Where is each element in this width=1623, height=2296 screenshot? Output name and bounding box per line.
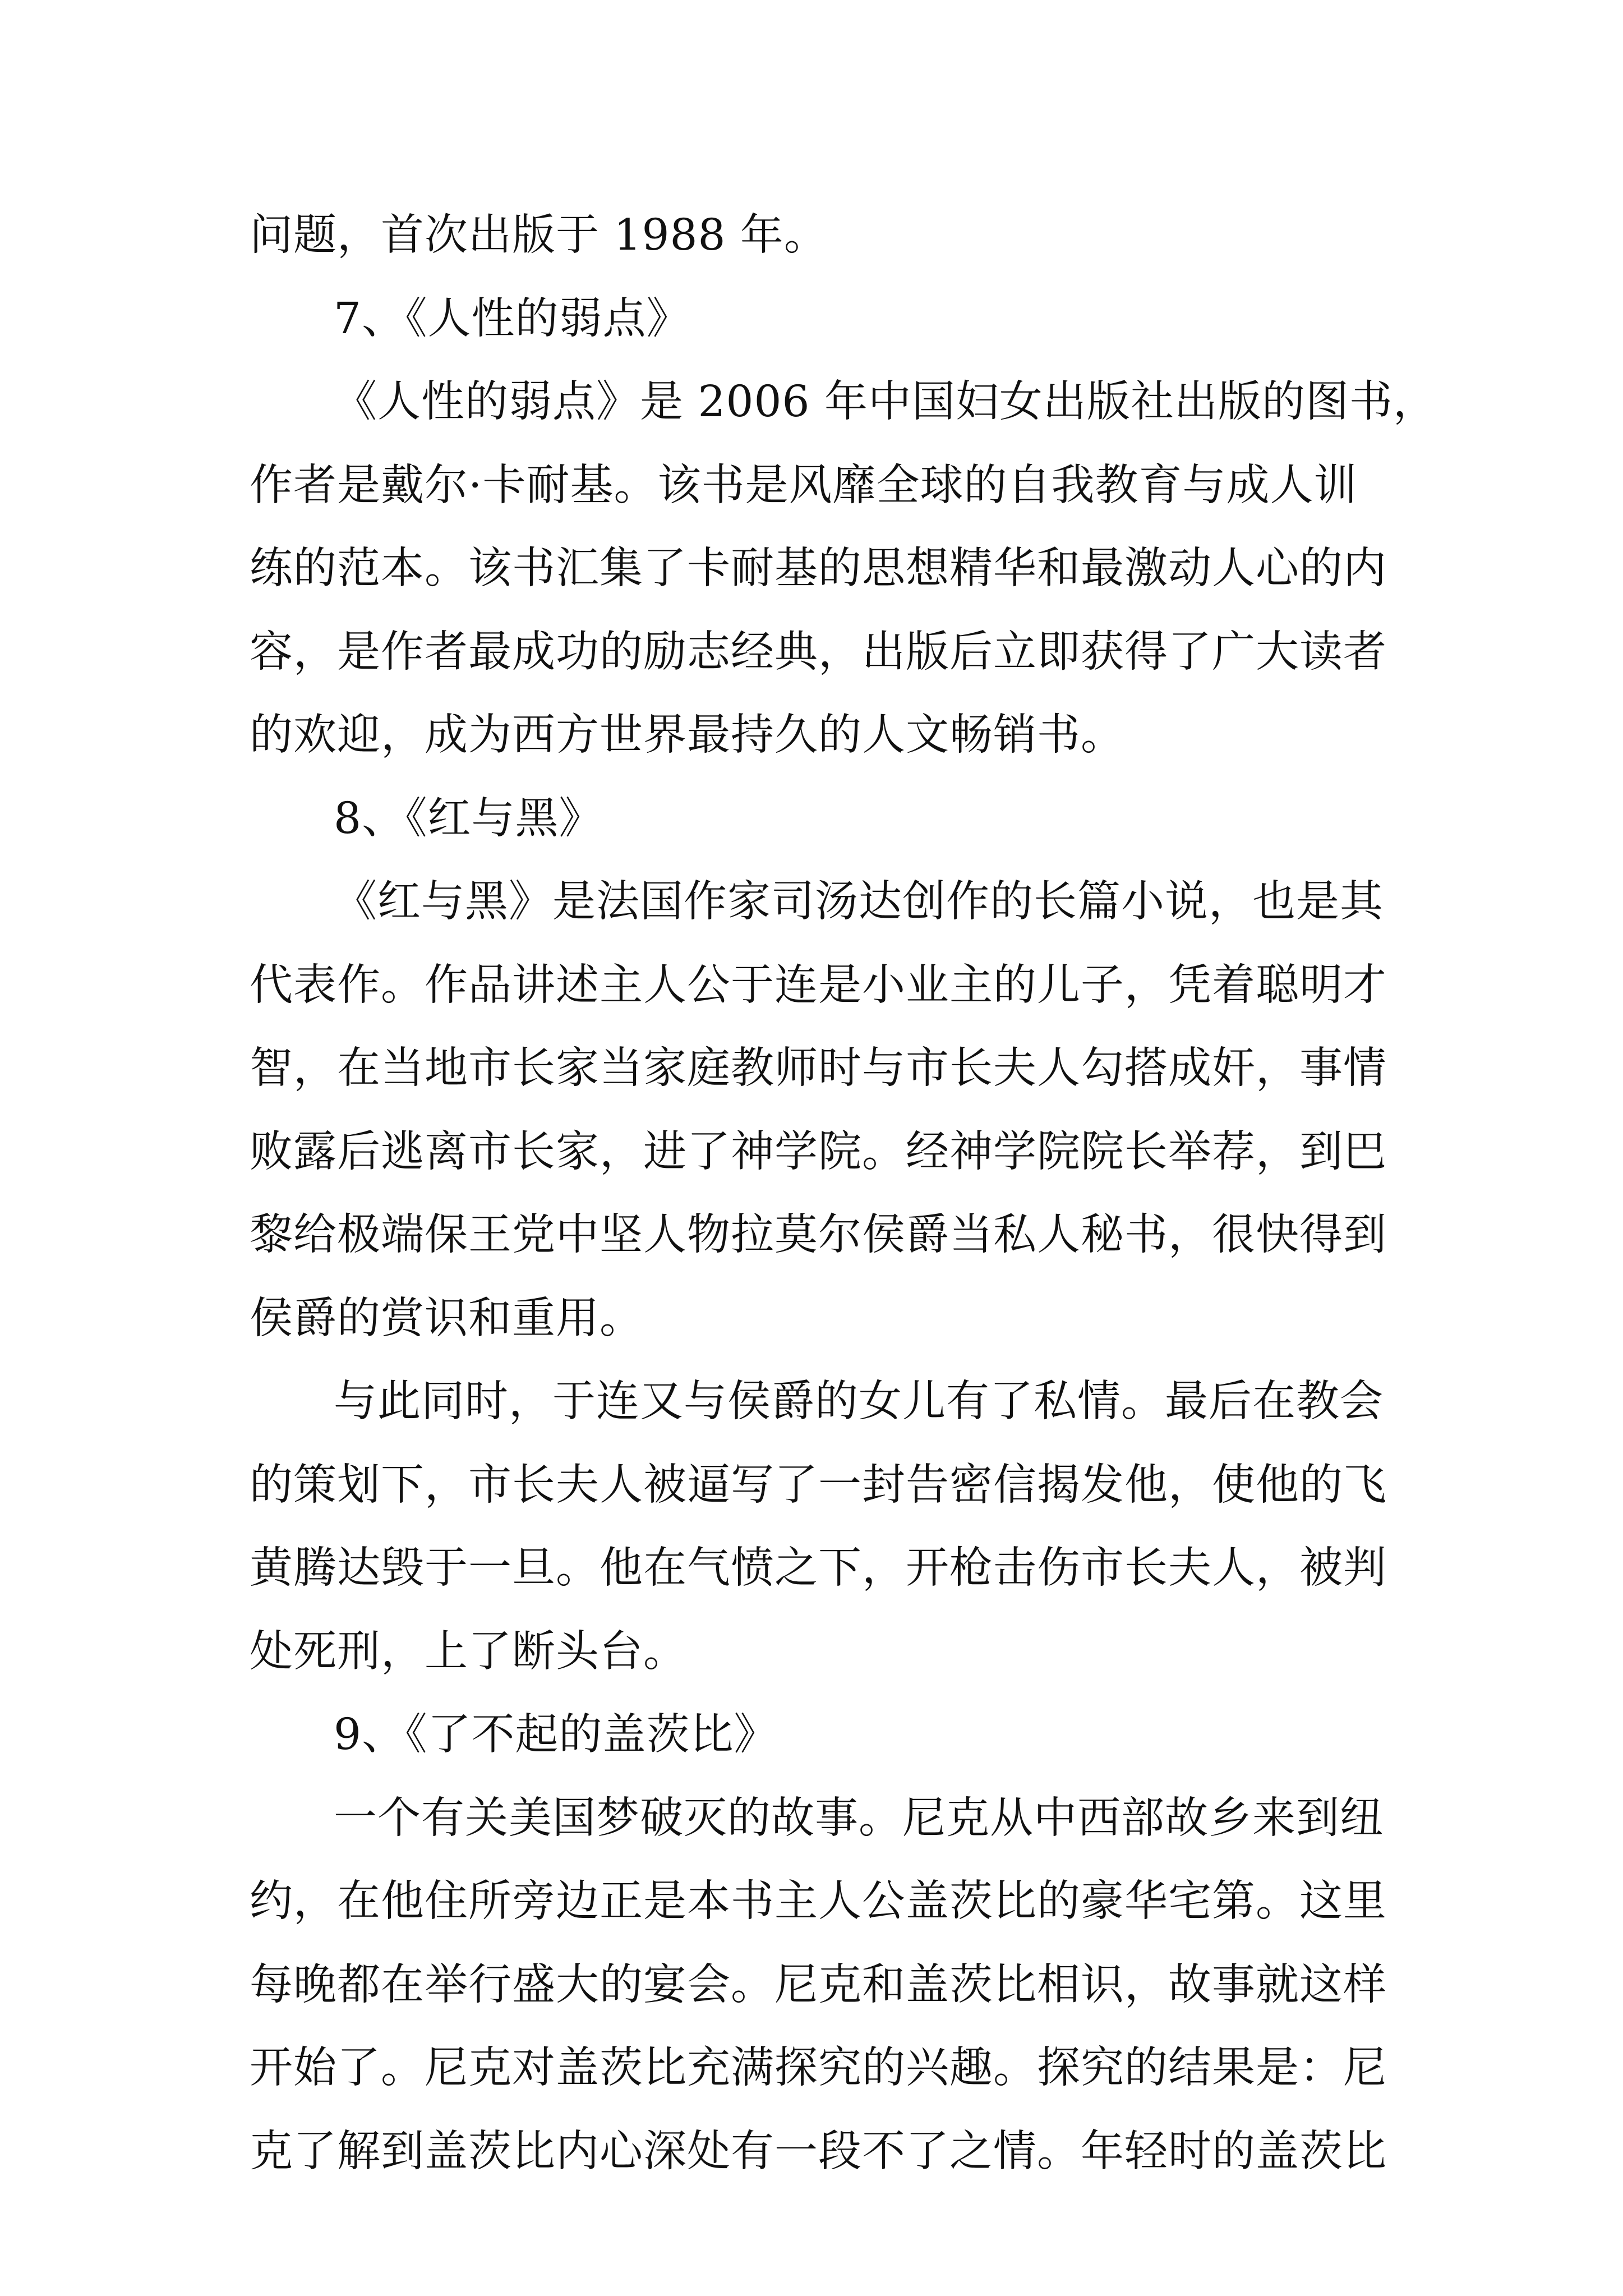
paragraph-line: 处死刑，上了断头台。 bbox=[250, 1626, 687, 1677]
text-line: 问题，首次出版于 1988 年。 bbox=[250, 210, 828, 260]
paragraph-line: 黎给极端保王党中坚人物拉莫尔侯爵当私人秘书，很快得到 bbox=[250, 1210, 1387, 1260]
paragraph-line: 《人性的弱点》是 2006 年中国妇女出版社出版的图书， bbox=[334, 377, 1437, 427]
paragraph-line: 练的范本。该书汇集了卡耐基的思想精华和最激动人心的内 bbox=[250, 544, 1387, 593]
paragraph-line: 侯爵的赏识和重用。 bbox=[250, 1293, 643, 1343]
paragraph-line: 约，在他住所旁边正是本书主人公盖茨比的豪华宅第。这里 bbox=[250, 1876, 1387, 1926]
document-body bbox=[250, 194, 1437, 2193]
paragraph-line: 《红与黑》是法国作家司汤达创作的长篇小说，也是其 bbox=[334, 877, 1384, 927]
paragraph-line: 每晚都在举行盛大的宴会。尼克和盖茨比相识，故事就这样 bbox=[250, 1959, 1387, 2010]
section-heading-9: 9、《了不起的盖茨比》 bbox=[334, 1710, 778, 1760]
paragraph-line: 代表作。作品讲述主人公于连是小业主的儿子，凭着聪明才 bbox=[250, 960, 1387, 1010]
section-heading-7: 7、《人性的弱点》 bbox=[334, 293, 690, 344]
paragraph-line: 容，是作者最成功的励志经典，出版后立即获得了广大读者 bbox=[250, 627, 1387, 677]
paragraph-line: 败露后逃离市长家，进了神学院。经神学院院长举荐，到巴 bbox=[250, 1126, 1387, 1177]
paragraph-line: 克了解到盖茨比内心深处有一段不了之情。年轻时的盖茨比 bbox=[250, 2126, 1387, 2177]
paragraph-line: 的策划下，市长夫人被逼写了一封告密信揭发他，使他的飞 bbox=[250, 1460, 1387, 1510]
section-heading-8: 8、《红与黑》 bbox=[334, 793, 603, 844]
paragraph-line: 与此同时，于连又与侯爵的女儿有了私情。最后在教会 bbox=[334, 1377, 1384, 1427]
paragraph-line: 智，在当地市长家当家庭教师时与市长夫人勾搭成奸，事情 bbox=[250, 1043, 1387, 1093]
paragraph-line: 开始了。尼克对盖茨比充满探究的兴趣。探究的结果是：尼 bbox=[250, 2043, 1387, 2093]
paragraph-line: 黄腾达毁于一旦。他在气愤之下，开枪击伤市长夫人，被判 bbox=[250, 1543, 1387, 1593]
paragraph-line: 作者是戴尔·卡耐基。该书是风靡全球的自我教育与成人训 bbox=[250, 460, 1358, 510]
paragraph-line: 一个有关美国梦破灭的故事。尼克从中西部故乡来到纽 bbox=[334, 1793, 1384, 1843]
paragraph-line: 的欢迎，成为西方世界最持久的人文畅销书。 bbox=[250, 710, 1124, 760]
